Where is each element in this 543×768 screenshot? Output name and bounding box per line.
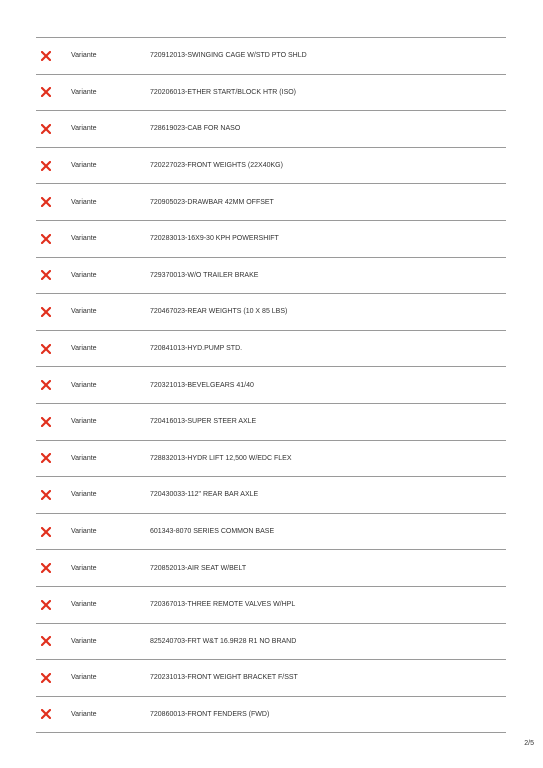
close-icon — [39, 195, 53, 209]
table-row — [36, 148, 506, 185]
table-row — [36, 258, 506, 295]
table-row — [36, 550, 506, 587]
close-icon — [39, 378, 53, 392]
row-type: Variante — [71, 162, 97, 170]
row-description: 720860013-FRONT FENDERS (FWD) — [150, 710, 270, 718]
row-type: Variante — [71, 637, 97, 645]
row-description: 720430033-112" REAR BAR AXLE — [150, 491, 259, 499]
row-description: 720321013-BEVELGEARS 41/40 — [150, 381, 254, 389]
close-icon — [39, 268, 53, 282]
row-description: 720841013-HYD.PUMP STD. — [150, 345, 243, 353]
row-description: 720467023-REAR WEIGHTS (10 X 85 LBS) — [150, 308, 288, 316]
row-description: 728619023-CAB FOR NASO — [150, 125, 241, 133]
row-type: Variante — [71, 198, 97, 206]
row-type: Variante — [71, 601, 97, 609]
page-number: 2/5 — [524, 740, 534, 747]
table-row — [36, 477, 506, 514]
table-row — [36, 184, 506, 221]
close-icon — [39, 159, 53, 173]
table-row — [36, 221, 506, 258]
row-description: 825240703-FRT W&T 16.9R28 R1 NO BRAND — [150, 637, 297, 645]
close-icon — [39, 634, 53, 648]
row-description: 720231013-FRONT WEIGHT BRACKET F/SST — [150, 674, 298, 682]
row-description: 601343-8070 SERIES COMMON BASE — [150, 528, 275, 536]
close-icon — [39, 598, 53, 612]
row-description: 720912013-SWINGING CAGE W/STD PTO SHLD — [150, 52, 307, 60]
table-row — [36, 75, 506, 112]
close-icon — [39, 561, 53, 575]
table-row — [36, 367, 506, 404]
close-icon — [39, 232, 53, 246]
row-description: 729370013-W/O TRAILER BRAKE — [150, 271, 259, 279]
close-icon — [39, 707, 53, 721]
row-description: 720416013-SUPER STEER AXLE — [150, 418, 257, 426]
close-icon — [39, 49, 53, 63]
row-description: 720227023-FRONT WEIGHTS (22X40KG) — [150, 162, 283, 170]
close-icon — [39, 488, 53, 502]
table-row — [36, 331, 506, 368]
options-table — [36, 37, 506, 733]
close-icon — [39, 671, 53, 685]
row-type: Variante — [71, 418, 97, 426]
row-type: Variante — [71, 454, 97, 462]
row-type: Variante — [71, 381, 97, 389]
row-description: 720283013-16X9-30 KPH POWERSHIFT — [150, 235, 279, 243]
row-type: Variante — [71, 88, 97, 96]
table-row — [36, 624, 506, 661]
row-type: Variante — [71, 528, 97, 536]
row-description: 720852013-AIR SEAT W/BELT — [150, 564, 247, 572]
close-icon — [39, 451, 53, 465]
row-description: 720367013-THREE REMOTE VALVES W/HPL — [150, 601, 296, 609]
close-icon — [39, 85, 53, 99]
row-type: Variante — [71, 674, 97, 682]
table-row — [36, 441, 506, 478]
row-type: Variante — [71, 345, 97, 353]
close-icon — [39, 525, 53, 539]
row-type: Variante — [71, 710, 97, 718]
row-type: Variante — [71, 308, 97, 316]
row-type: Variante — [71, 52, 97, 60]
row-description: 720206013-ETHER START/BLOCK HTR (ISO) — [150, 88, 297, 96]
row-description: 720905023-DRAWBAR 42MM OFFSET — [150, 198, 274, 206]
row-type: Variante — [71, 125, 97, 133]
close-icon — [39, 122, 53, 136]
table-row — [36, 111, 506, 148]
table-row — [36, 697, 506, 734]
row-type: Variante — [71, 491, 97, 499]
row-type: Variante — [71, 235, 97, 243]
close-icon — [39, 305, 53, 319]
row-type: Variante — [71, 564, 97, 572]
table-row — [36, 404, 506, 441]
table-row — [36, 294, 506, 331]
close-icon — [39, 415, 53, 429]
table-row — [36, 587, 506, 624]
row-description: 728832013-HYDR LIFT 12,500 W/EDC FLEX — [150, 454, 292, 462]
row-type: Variante — [71, 271, 97, 279]
close-icon — [39, 342, 53, 356]
table-row — [36, 514, 506, 551]
table-row — [36, 38, 506, 75]
table-row — [36, 660, 506, 697]
